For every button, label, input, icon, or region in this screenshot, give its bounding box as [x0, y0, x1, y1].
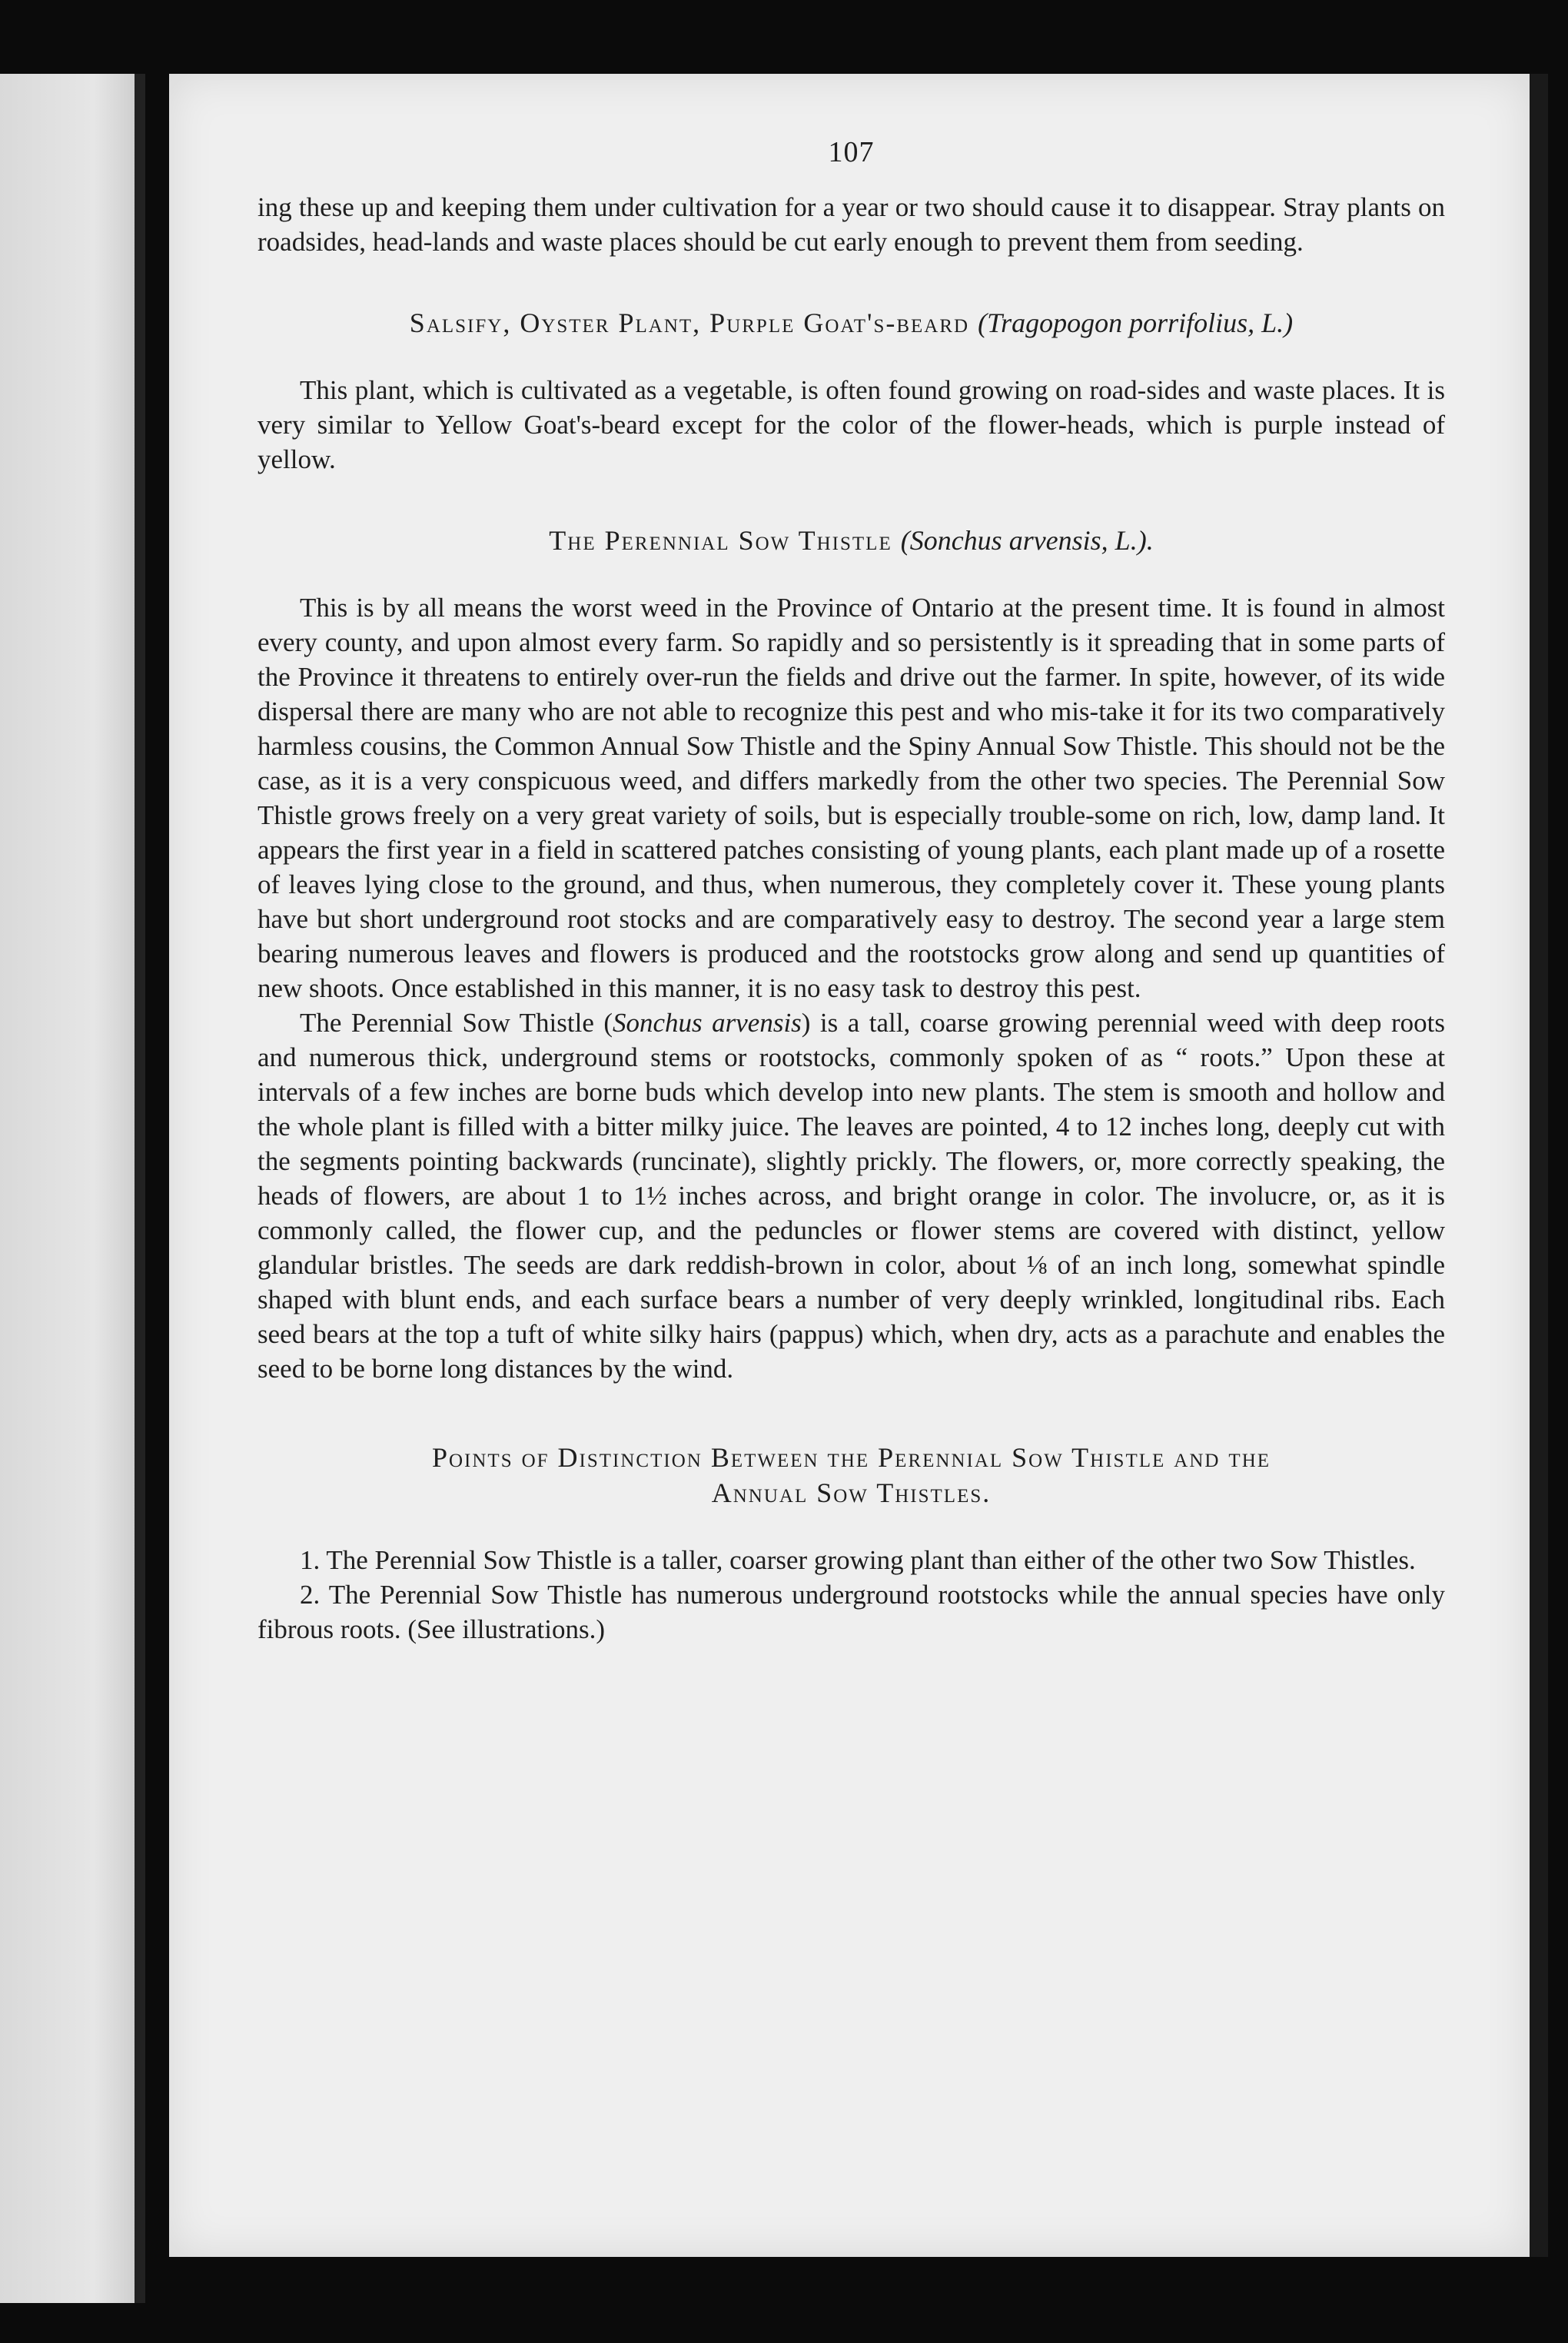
- perennial-paragraph-2-rest: ) is a tall, coarse growing perennial weed with deep roots and numerous thick, underground stems or rootstocks, commonly spoken of as “ roots.” Upon these at intervals of a few inches are borne buds which develop into new plants. The stem is smooth and hollow and the whole plant is filled with a bitter milky juice. The leaves are pointed, 4 to 12 inches long, deeply cut with the segments pointing backwards (runcinate), slightly prickly. The flowers, or, more correctly speaking, the heads of flowers, are about 1 to 1½ inches across, and bright orange in color. The involucre, or, as it is commonly called, the flower cup, and the peduncles or flower stems are covered with distinct, yellow glandular bristles. The seeds are dark reddish-brown in color, about ⅛ of an inch long, somewhat spindle shaped with blunt ends, and each surface bears a number of very deeply wrinkled, longitudinal ribs. Each seed bears at the top a tuft of white silky hairs (pappus) which, when dry, acts as a parachute and enables the seed to be borne long distances by the wind.: [257, 1008, 1446, 1384]
- page-content: [257, 135, 1445, 1647]
- distinction-point-2: 2. The Perennial Sow Thistle has numerous underground rootstocks while the annual species have only fibrous roots. (See illustrations.): [257, 1580, 1445, 1644]
- perennial-paragraph-2-start: The Perennial Sow Thistle (: [300, 1008, 613, 1038]
- page-number: 107: [828, 136, 875, 168]
- perennial-heading: [257, 523, 1445, 558]
- distinction-heading-line-2: Annual Sow Thistles.: [711, 1477, 992, 1508]
- page-edge-shadow: [1530, 74, 1548, 2257]
- perennial-paragraph-2: [257, 1005, 1445, 1386]
- salsify-heading: [257, 305, 1445, 341]
- perennial-heading-common: The Perennial Sow Thistle: [549, 525, 892, 556]
- perennial-paragraph-2-latin: Sonchus arvensis: [613, 1008, 802, 1038]
- distinction-point-1: 1. The Perennial Sow Thistle is a taller, coarser growing plant than either of the other two Sow Thistles.: [300, 1545, 1416, 1575]
- facing-page-edge: [0, 74, 145, 2303]
- perennial-paragraph-1: This is by all means the worst weed in the Province of Ontario at the present time. It is found in almost every county, and upon almost every farm. So rapidly and so persistently is it spreading that in some parts of the Province it threatens to entirely over-run the fields and drive out the farmer. In spite, however, of its wide dispersal there are many who are not able to recognize this pest and who mis-take it for its two comparatively harmless cousins, the Common Annual Sow Thistle and the Spiny Annual Sow Thistle. This should not be the case, as it is a very conspicuous weed, and differs markedly from the other two species. The Perennial Sow Thistle grows freely on a very great variety of soils, but is especially trouble-some on rich, low, damp land. It appears the first year in a field in scattered patches consisting of young plants, each plant made up of a rosette of leaves lying close to the ground, and thus, when numerous, they completely cover it. These young plants have but short underground root stocks and are comparatively easy to destroy. The second year a large stem bearing numerous leaves and flowers is produced and the rootstocks grow along and send up quantities of new shoots. Once established in this manner, it is no easy task to destroy this pest.: [257, 593, 1445, 1003]
- distinction-heading-line-1: Points of Distinction Between the Perennial Sow Thistle and the: [431, 1442, 1271, 1473]
- perennial-heading-latin: (Sonchus arvensis, L.).: [900, 525, 1154, 556]
- salsify-paragraph: This plant, which is cultivated as a vegetable, is often found growing on road-sides and waste places. It is very similar to Yellow Goat's-beard except for the color of the flower-heads, which is purple instead of yellow.: [257, 375, 1445, 474]
- book-page: [169, 74, 1530, 2257]
- distinction-points: [257, 1543, 1445, 1647]
- salsify-heading-latin: (Tragopogon porrifolius, L.): [978, 307, 1294, 338]
- salsify-heading-common: Salsify, Oyster Plant, Purple Goat's-beard: [409, 307, 970, 338]
- intro-paragraph: ing these up and keeping them under cultivation for a year or two should cause it to disappear. Stray plants on roadsides, head-lands and waste places should be cut early enough to prevent them from seeding.: [257, 192, 1445, 257]
- distinction-heading: [257, 1440, 1445, 1510]
